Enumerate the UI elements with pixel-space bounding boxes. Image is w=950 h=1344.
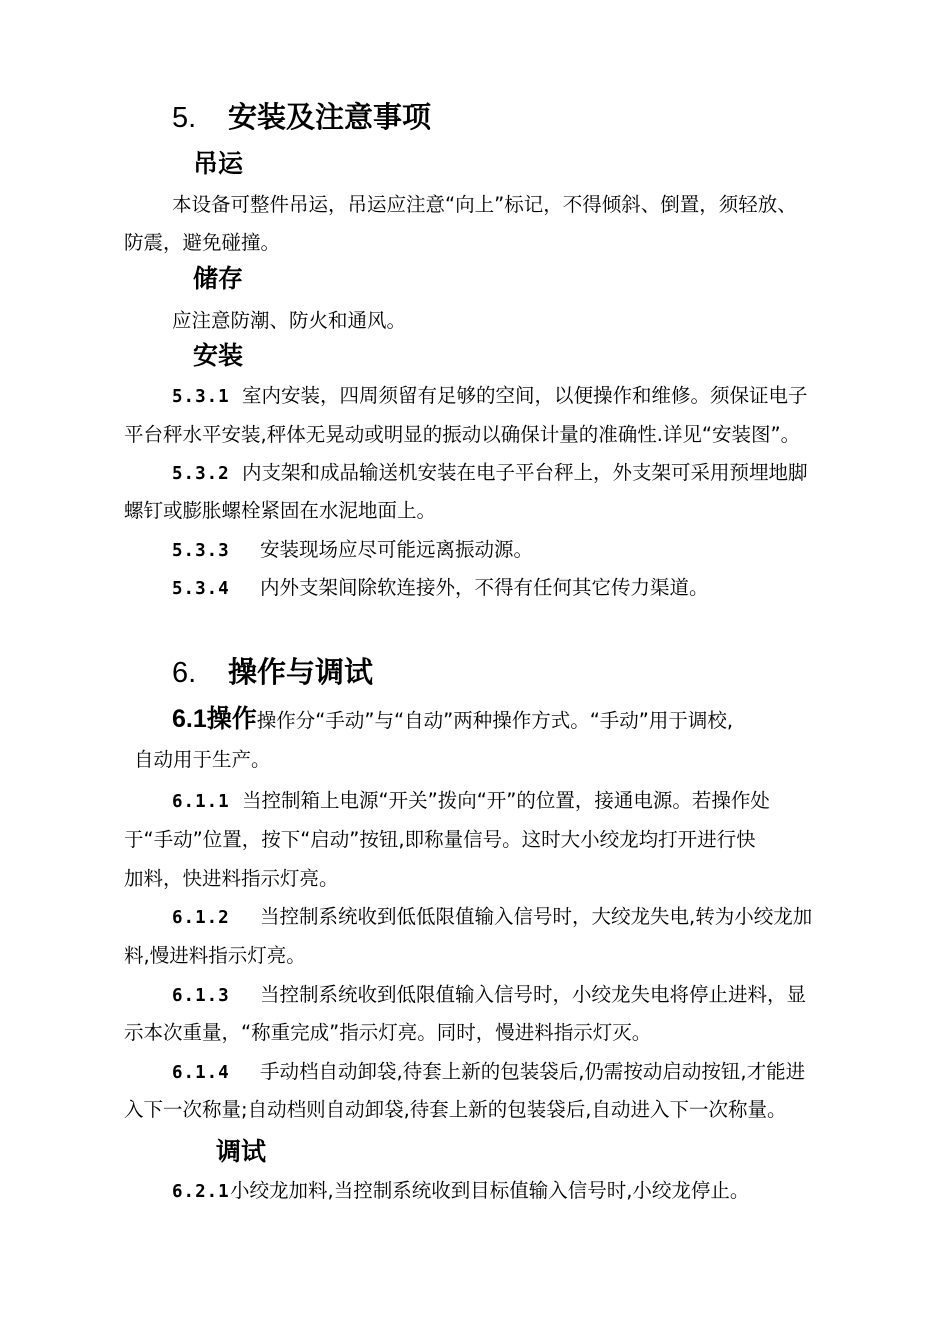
item-number: 5.3.3 — [172, 541, 230, 561]
operation-item-6-1-3 — [172, 985, 806, 1006]
operation-item-6-1-2-line-2: 料,慢进料指示灯亮。 — [124, 944, 306, 967]
install-item-5-3-3 — [172, 540, 533, 561]
lifting-heading: 吊运 — [193, 149, 244, 178]
install-heading: 安装 — [193, 341, 244, 370]
item-text: 室内安装，四周须留有足够的空间，以便操作和维修。须保证电子 — [242, 384, 808, 407]
debug-heading: 调试 — [216, 1137, 267, 1166]
install-item-5-3-2-continued: 螺钉或膨胀螺栓紧固在水泥地面上。 — [124, 499, 437, 522]
item-number: 6.1.1 — [172, 792, 230, 812]
section-title: 操作与调试 — [228, 655, 374, 689]
install-item-5-3-1 — [172, 386, 808, 407]
item-number: 6.1.3 — [172, 986, 230, 1006]
storage-heading: 储存 — [193, 264, 244, 293]
operation-item-6-1-3-line-2: 示本次重量，“称重完成”指示灯亮。同时，慢进料指示灯灭。 — [124, 1021, 652, 1044]
item-number: 5.3.2 — [172, 464, 230, 484]
operation-item-6-1-4-line-2: 入下一次称量;自动档则自动卸袋,待套上新的包装袋后,自动进入下一次称量。 — [124, 1098, 787, 1121]
operation-item-6-1-1-line-2: 于“手动”位置，按下“启动”按钮,即称量信号。这时大小绞龙均打开进行快 — [124, 828, 756, 851]
item-text: 内外支架间除软连接外，不得有任何其它传力渠道。 — [260, 576, 709, 599]
item-number: 6.1.2 — [172, 908, 230, 928]
section-number: 6. — [172, 657, 197, 689]
operation-item-6-1-4 — [172, 1062, 805, 1083]
section-5-heading — [172, 100, 432, 134]
operation-heading: 6.1操作 — [172, 704, 257, 733]
operation-item-6-1-1-line-3: 加料，快进料指示灯亮。 — [124, 867, 339, 890]
section-6-heading — [172, 655, 374, 689]
install-item-5-3-2 — [172, 463, 808, 484]
item-text: 手动档自动卸袋,待套上新的包装袋后,仍需按动启动按钮,才能进 — [260, 1060, 806, 1083]
item-text: 当控制箱上电源“开关”拨向“开”的位置，接通电源。若操作处 — [242, 789, 770, 812]
item-number: 6.2.1 — [172, 1182, 230, 1202]
storage-text-line-1: 应注意防潮、防火和通风。 — [172, 309, 407, 332]
operation-intro-line-1 — [172, 706, 733, 732]
item-text: 内支架和成品输送机安装在电子平台秤上，外支架可采用预埋地脚 — [242, 461, 808, 484]
item-text: 当控制系统收到低低限值输入信号时，大绞龙失电,转为小绞龙加 — [260, 905, 813, 928]
operation-intro-text: 操作分“手动”与“自动”两种操作方式。“手动”用于调校, — [256, 709, 734, 732]
operation-item-6-1-2 — [172, 907, 812, 928]
section-number: 5. — [172, 102, 197, 134]
operation-item-6-1-1 — [172, 791, 770, 812]
install-item-5-3-1-continued: 平台秤水平安装,秤体无晃动或明显的振动以确保计量的准确性.详见“安装图”。 — [124, 423, 801, 446]
lifting-text-line-1: 本设备可整件吊运，吊运应注意“向上”标记，不得倾斜、倒置，须轻放、 — [172, 193, 797, 216]
lifting-text-line-2: 防震，避免碰撞。 — [124, 231, 281, 254]
install-item-5-3-4 — [172, 578, 709, 599]
debug-item-6-2-1 — [172, 1181, 749, 1202]
item-number: 5.3.4 — [172, 579, 230, 599]
item-text: 当控制系统收到低限值输入信号时，小绞龙失电将停止进料，显 — [260, 983, 807, 1006]
item-text: 小绞龙加料,当控制系统收到目标值输入信号时,小绞龙停止。 — [230, 1179, 750, 1202]
section-title: 安装及注意事项 — [228, 100, 432, 134]
item-number: 5.3.1 — [172, 387, 230, 407]
operation-intro-line-2: 自动用于生产。 — [134, 748, 271, 771]
item-number: 6.1.4 — [172, 1063, 230, 1083]
item-text: 安装现场应尽可能远离振动源。 — [260, 538, 534, 561]
